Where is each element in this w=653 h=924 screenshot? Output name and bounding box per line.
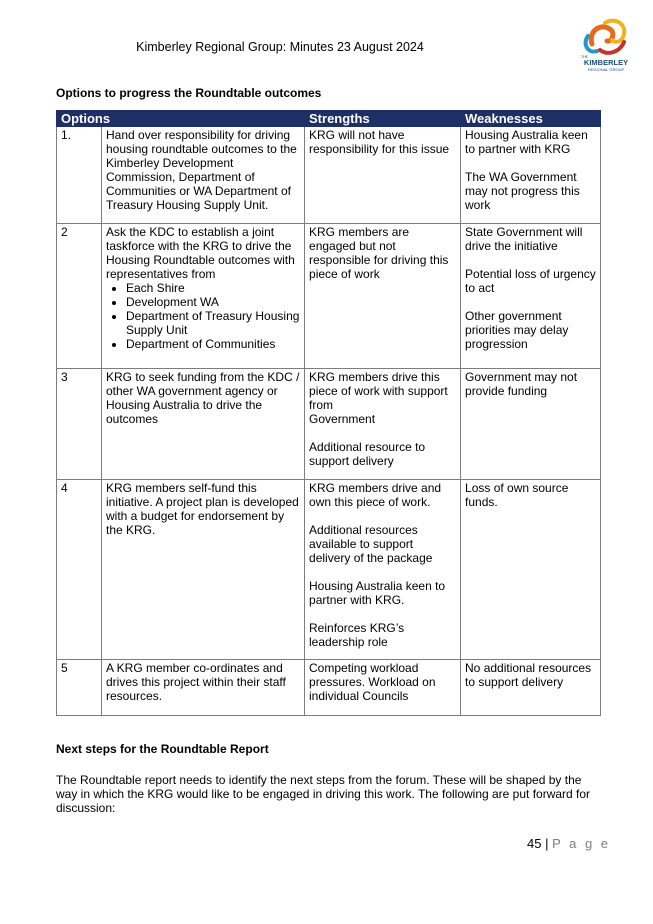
- option-bullet-item: • Development WA: [126, 295, 300, 309]
- option-bullet-item: • Each Shire: [126, 281, 300, 295]
- kimberley-regional-group-logo: [578, 14, 634, 78]
- option-description: [102, 480, 305, 660]
- strength-text: KRG members drive this piece of work with support from Government: [309, 370, 448, 426]
- strengths-cell: [305, 369, 461, 480]
- option-description: [102, 660, 305, 716]
- option-bullet-list: [106, 281, 300, 351]
- weaknesses-cell: [461, 660, 601, 716]
- option-description: [102, 127, 305, 224]
- table-row: [57, 127, 601, 224]
- table-row: [57, 660, 601, 716]
- page-word: P a g e: [552, 836, 611, 851]
- option-text: Hand over responsibility for driving housing roundtable outcomes to the Kimberley Development Commission, Department of Communities or WA Department of Treasury Housing Supply Unit.: [106, 128, 297, 212]
- weaknesses-cell: [461, 127, 601, 224]
- option-text: Ask the KDC to establish a joint taskforce with the KRG to drive the Housing Roundtable outcomes with representatives from: [106, 225, 295, 281]
- option-text: KRG members self-fund this initiative. A project plan is developed with a budget for endorsement by the KRG.: [106, 481, 299, 537]
- strength-text: Housing Australia keen to partner with KRG.: [309, 579, 446, 607]
- table-header-row: [57, 111, 601, 127]
- logo-sub-text: REGIONAL GROUP: [587, 67, 625, 72]
- strength-text: KRG will not have responsibility for this issue: [309, 128, 450, 156]
- strengths-cell: [305, 660, 461, 716]
- weaknesses-cell: [461, 369, 601, 480]
- document-header-title: Kimberley Regional Group: Minutes 23 August 2024: [136, 40, 424, 54]
- weaknesse-text: Government may not provide funding: [465, 370, 578, 398]
- weaknesse-text: State Government will drive the initiative: [465, 225, 583, 253]
- strength-text: Reinforces KRG’s leadership role: [309, 621, 405, 649]
- option-text: KRG to seek funding from the KDC / other WA government agency or Housing Australia to drive the outcomes: [106, 370, 300, 426]
- strengths-cell: [305, 127, 461, 224]
- option-bullet-item: • Department of Communities: [126, 337, 300, 351]
- strength-text: Competing workload pressures. Workload on individual Councils: [309, 661, 436, 703]
- options-column-header: Options: [57, 111, 305, 127]
- page-separator: |: [541, 836, 553, 851]
- weaknesse-text: Loss of own source funds.: [465, 481, 569, 509]
- strength-text: Additional resources available to support delivery of the package: [309, 523, 433, 565]
- weaknesse-text: Potential loss of urgency to act: [465, 267, 596, 295]
- next-steps-heading: Next steps for the Roundtable Report: [56, 742, 269, 756]
- logo-name-text: KIMBERLEY: [583, 58, 629, 67]
- strengths-column-header: Strengths: [305, 111, 461, 127]
- option-text: A KRG member co-ordinates and drives this project within their staff resources.: [106, 661, 286, 703]
- option-number: 3: [57, 369, 102, 480]
- strength-text: KRG members drive and own this piece of work.: [309, 481, 442, 509]
- option-number: 2: [57, 224, 102, 369]
- option-bullet-item: • Department of Treasury Housing Supply Unit: [126, 309, 300, 337]
- strengths-cell: [305, 224, 461, 369]
- weaknesse-text: No additional resources to support delivery: [465, 661, 592, 689]
- strengths-cell: [305, 480, 461, 660]
- weaknesses-cell: [461, 224, 601, 369]
- next-steps-body: The Roundtable report needs to identify the next steps from the forum. These will be shaped by the way in which the KRG would like to be engaged in driving this work. The following are put forward for discussion:: [56, 773, 591, 815]
- table-row: [57, 480, 601, 660]
- weaknesse-text: Housing Australia keen to partner with KRG: [465, 128, 588, 156]
- table-row: [57, 369, 601, 480]
- weaknesse-text: Other government priorities may delay progression: [465, 309, 569, 351]
- option-number: 1.: [57, 127, 102, 224]
- weaknesses-column-header: Weaknesses: [461, 111, 601, 127]
- strength-text: KRG members are engaged but not responsible for driving this piece of work: [309, 225, 449, 281]
- option-description: [102, 369, 305, 480]
- weaknesses-cell: [461, 480, 601, 660]
- weaknesse-text: The WA Government may not progress this work: [465, 170, 580, 212]
- section-heading: Options to progress the Roundtable outcomes: [56, 86, 322, 100]
- strength-text: Additional resource to support delivery: [309, 440, 426, 468]
- option-number: 4: [57, 480, 102, 660]
- options-table: [56, 110, 601, 716]
- logo-the-text: THE: [581, 55, 588, 59]
- option-number: 5: [57, 660, 102, 716]
- table-row: [57, 224, 601, 369]
- page-footer: [527, 836, 611, 851]
- page-number: 45: [527, 836, 542, 851]
- option-description: [102, 224, 305, 369]
